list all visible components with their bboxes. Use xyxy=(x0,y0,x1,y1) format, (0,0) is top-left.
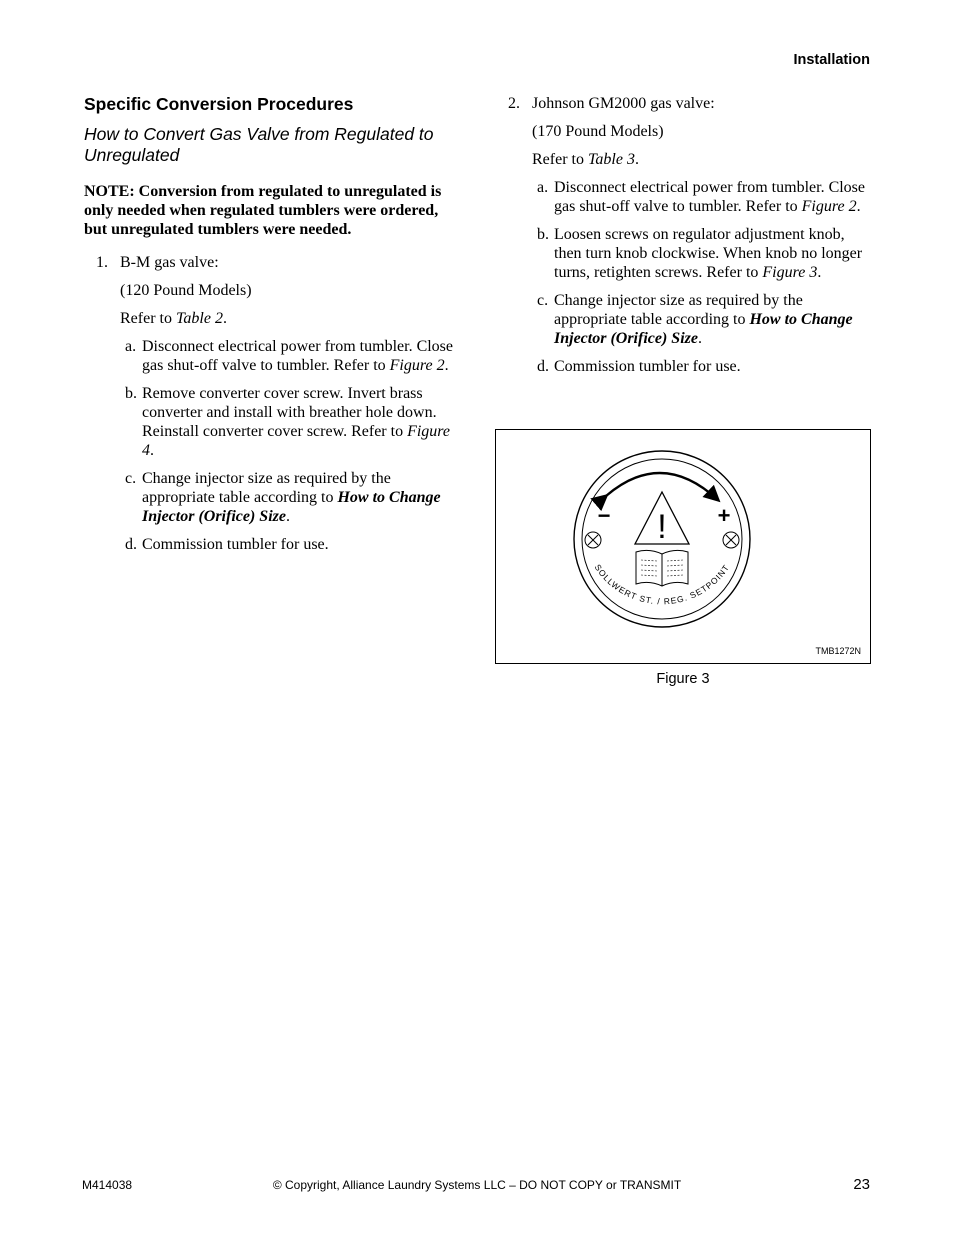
minus-label: − xyxy=(597,503,611,528)
figure-code: TMB1272N xyxy=(815,646,861,656)
right-column xyxy=(508,94,872,385)
subsection-title: How to Convert Gas Valve from Regulated to Unregulated xyxy=(84,124,434,165)
substep-c: c. Change injector size as required by the appropriate table according to How to Change Injector (Orifice) Size. xyxy=(125,470,441,525)
figure-link[interactable]: Figure 2 xyxy=(801,198,857,215)
footer-doc-number: M414038 xyxy=(82,1178,133,1192)
footer-copyright: © Copyright, Alliance Laundry Systems LLC – DO NOT COPY or TRANSMIT xyxy=(272,1178,682,1192)
step-models: (170 Pound Models) xyxy=(532,123,664,140)
regulator-knob-illustration xyxy=(496,430,870,663)
figure-3 xyxy=(495,429,871,664)
warning-glyph: ! xyxy=(657,508,667,546)
figure-link[interactable]: Figure 2 xyxy=(389,357,445,374)
step-1 xyxy=(84,253,464,272)
substep-b: b. Remove converter cover screw. Invert brass converter and install with breather hole down. Reinstall converter cover screw. Refer to Figure 4. xyxy=(125,385,451,459)
substep-a: a. Disconnect electrical power from tumbler. Close gas shut-off valve to tumbler. Refer to Figure 2. xyxy=(537,179,866,215)
step-number: 2. xyxy=(508,95,520,112)
note: NOTE: Conversion from regulated to unregulated is only needed when regulated tumblers were ordered, but unregulated tumblers were needed. xyxy=(84,183,442,238)
section-link[interactable]: How to Change Injector (Orifice) Size xyxy=(142,489,441,525)
substep-b: b. Loosen screws on regulator adjustment knob, then turn knob clockwise. When knob no longer turns, retighten screws. Refer to Figure 3. xyxy=(537,226,863,281)
figure-link[interactable]: Figure 4 xyxy=(142,423,451,459)
plus-label: + xyxy=(717,503,731,528)
right-screw-icon xyxy=(723,532,739,548)
substep-d: d. Commission tumbler for use. xyxy=(125,536,329,553)
left-column xyxy=(84,94,464,563)
figure-caption: Figure 3 xyxy=(656,671,710,687)
table-link[interactable]: Table 3 xyxy=(587,151,635,168)
section-title: Specific Conversion Procedures xyxy=(84,94,354,114)
step-2 xyxy=(508,94,872,113)
step-label: B-M gas valve: xyxy=(120,254,219,271)
step-label: Johnson GM2000 gas valve: xyxy=(532,95,715,112)
step-number: 1. xyxy=(96,254,108,271)
dial-text: SOLLWERT ST. / REG. SETPOINT xyxy=(592,562,732,607)
page-number: 23 xyxy=(853,1176,870,1193)
substep-c: c. Change injector size as required by the appropriate table according to How to Change Injector (Orifice) Size. xyxy=(537,292,853,347)
substep-a: a. Disconnect electrical power from tumbler. Close gas shut-off valve to tumbler. Refer to Figure 2. xyxy=(125,338,454,374)
manual-book-icon xyxy=(636,550,688,586)
substep-d: d. Commission tumbler for use. xyxy=(537,358,741,375)
table-link[interactable]: Table 2 xyxy=(175,310,223,327)
step-models: (120 Pound Models) xyxy=(120,282,252,299)
step-refer: Refer to Table 3. xyxy=(532,151,639,168)
step-refer: Refer to Table 2. xyxy=(120,310,227,327)
figure-link[interactable]: Figure 3 xyxy=(762,264,818,281)
left-screw-icon xyxy=(585,532,601,548)
running-header: Installation xyxy=(793,52,870,68)
section-link[interactable]: How to Change Injector (Orifice) Size xyxy=(554,311,853,347)
